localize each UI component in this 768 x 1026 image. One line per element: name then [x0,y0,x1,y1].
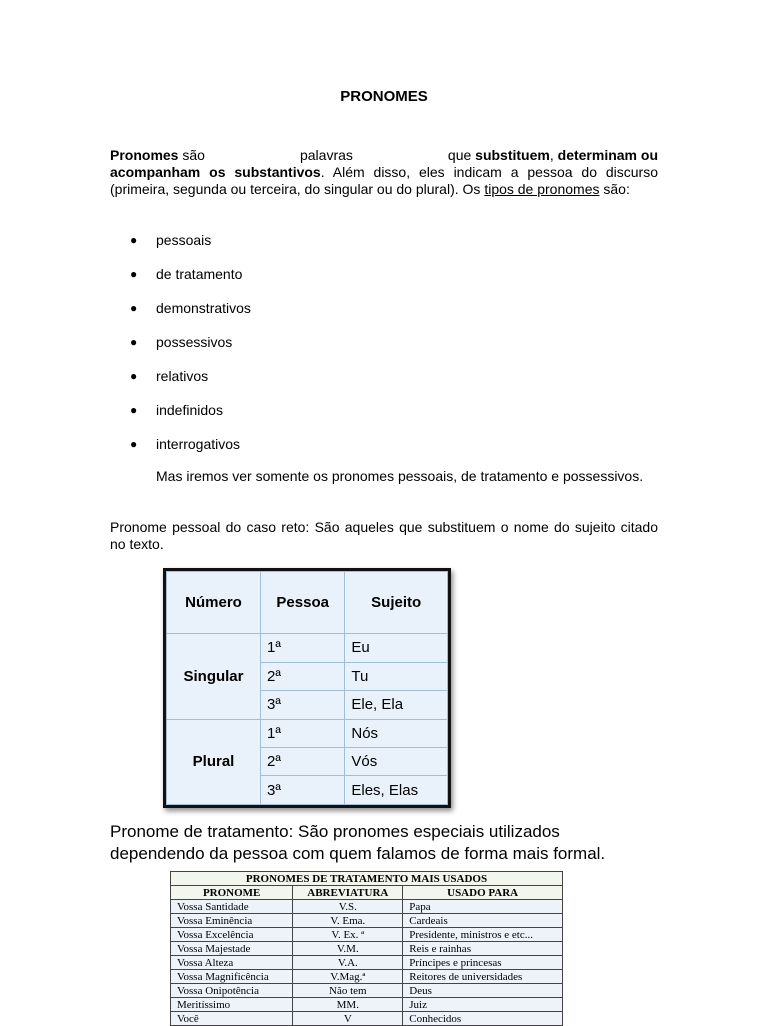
list-item: ● relativos [130,368,209,384]
list-item: ● interrogativos [130,436,241,452]
table-row: Vossa Magnificência V.Mag.ª Reitores de universidades [171,970,563,984]
bullet-icon: ● [130,301,138,315]
table-header-row: PRONOME ABREVIATURA USADO PARA [171,886,563,900]
page-title: PRONOMES [340,88,428,105]
list-item: ● de tratamento [130,266,243,282]
personal-pronoun-table [163,568,451,808]
pronoun-types-list [110,232,251,470]
bullet-icon: ● [130,233,138,247]
list-item: ● pessoais [130,232,212,248]
table-header-row: Número Pessoa Sujeito [167,572,448,634]
table-row: Vossa Alteza V.A. Príncipes e princesas [171,956,563,970]
table-row: 2ª Tu [167,662,448,690]
list-item: ● possessivos [130,334,233,350]
bullet-icon: ● [130,267,138,281]
table-row: 3ª Ele, Ela [167,691,448,719]
table-row: Você V Conhecidos [171,1012,563,1026]
bullet-icon: ● [130,335,138,349]
table-row: Vossa Excelência V. Ex. ª Presidente, ministros e etc... [171,928,563,942]
bullet-icon: ● [130,403,138,417]
note-paragraph: Mas iremos ver somente os pronomes pessoais, de tratamento e possessivos. [156,468,644,484]
intro-paragraph: Pronomes são palavras que substituem, determinam ou acompanham os substantivos. Além disso, eles indicam a pessoa do discurso (primeira, segunda ou terceira, do singular ou do plural). Os tipos de pronomes são: [110,147,659,197]
bullet-icon: ● [130,369,138,383]
table-row: 3ª Eles, Elas [167,776,448,805]
table-row: Vossa Santidade V.S. Papa [171,900,563,914]
table-row: Plural 1ª Nós [167,719,448,747]
intro-term: Pronomes [110,147,179,163]
table-row: Meritíssimo MM. Juiz [171,998,563,1012]
table-row: Singular 1ª Eu [167,634,448,662]
table-row: 2ª Vós [167,748,448,776]
list-item: ● indefinidos [130,402,223,418]
bullet-icon: ● [130,437,138,451]
table-row: Vossa Majestade V.M. Reis e rainhas [171,942,563,956]
table-caption: PRONOMES DE TRATAMENTO MAIS USADOS [171,872,563,886]
tratamento-paragraph: Pronome de tratamento: São pronomes especiais utilizados dependendo da pessoa com quem falamos de forma mais formal. [110,822,606,863]
table-row: Vossa Eminência V. Ema. Cardeais [171,914,563,928]
table-row: Vossa Onipotência Não tem Deus [171,984,563,998]
list-item: ● demonstrativos [130,300,251,316]
tipos-link[interactable]: tipos de pronomes [484,181,600,197]
treatment-pronoun-table [170,871,563,1026]
caso-reto-paragraph: Pronome pessoal do caso reto: São aqueles que substituem o nome do sujeito citado no texto. [110,519,658,552]
